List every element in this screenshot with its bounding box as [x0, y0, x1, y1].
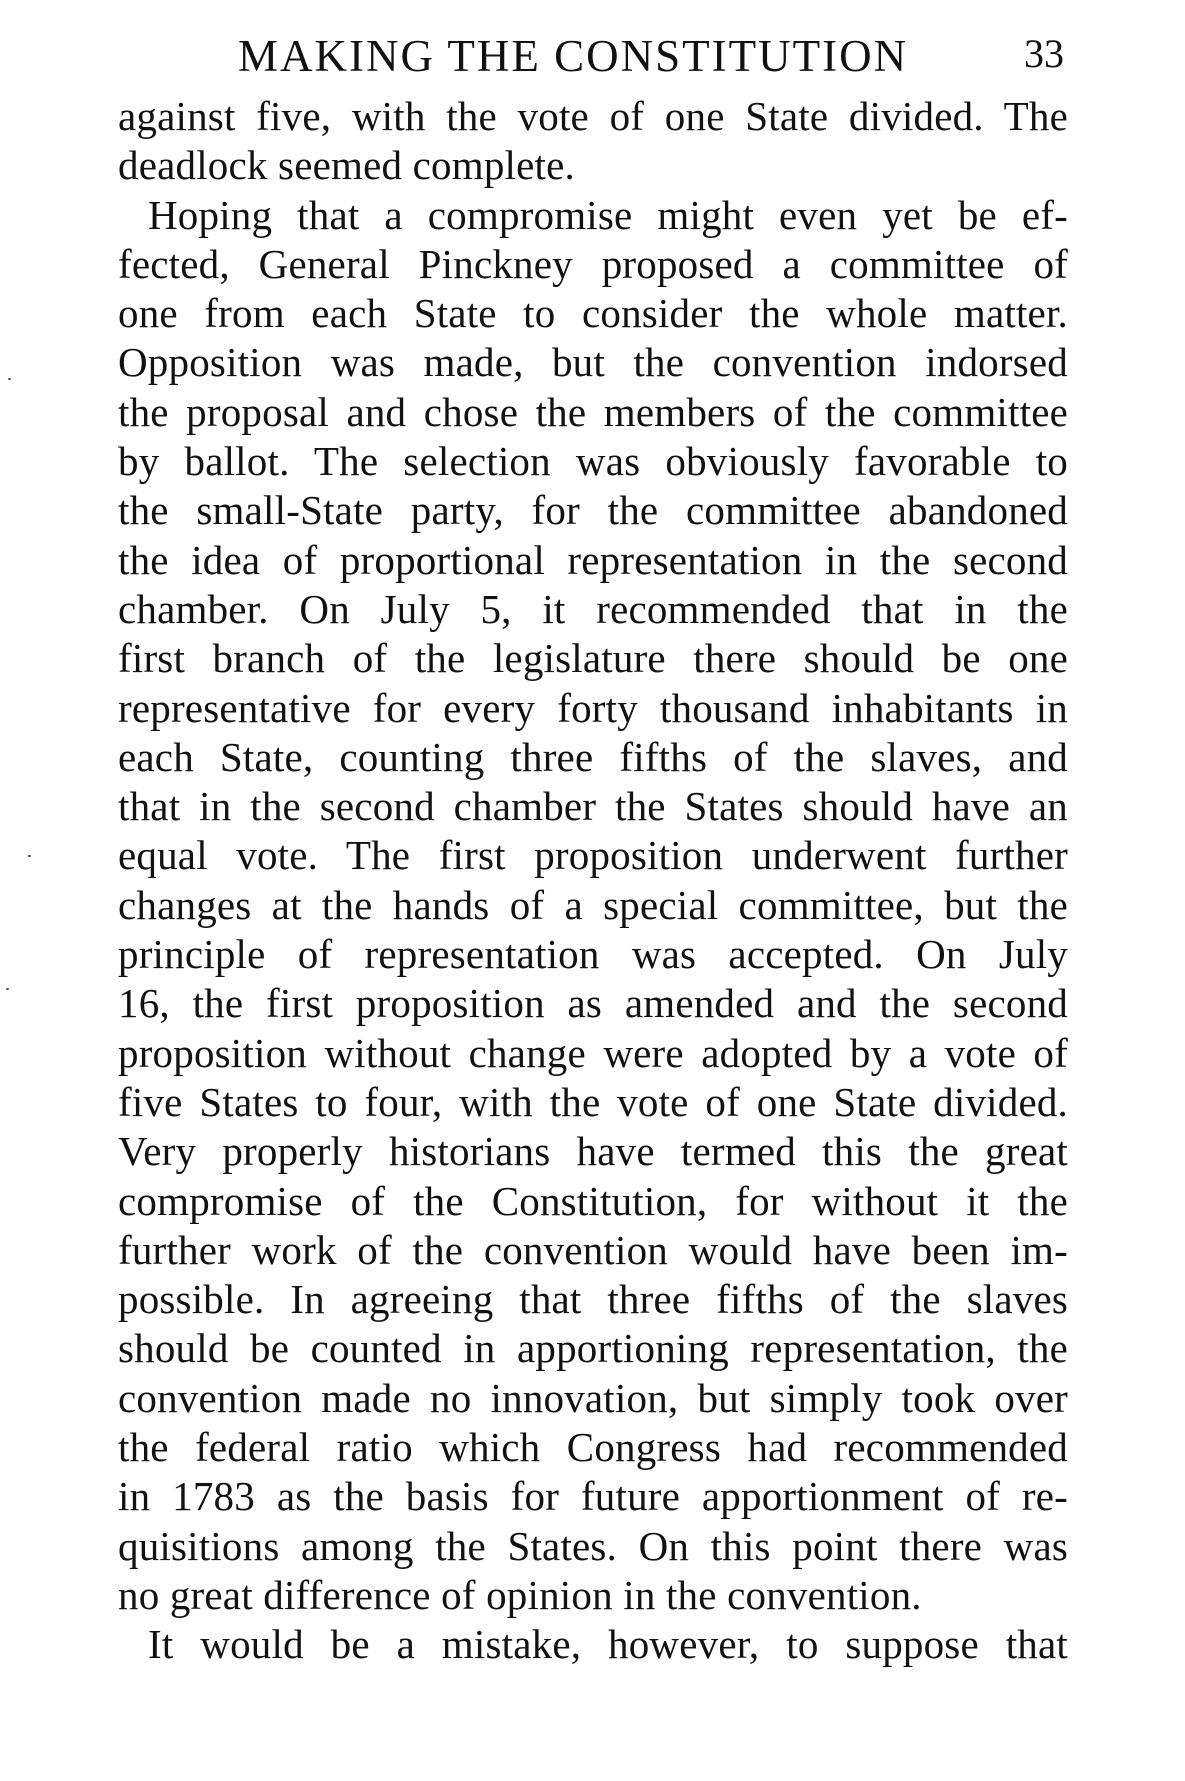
text-line: compromise of the Constitution, for without it the	[118, 1177, 1068, 1224]
text-line: that in the second chamber the States should have an	[118, 783, 1068, 830]
text-line: the federal ratio which Congress had recommended	[118, 1424, 1068, 1471]
text-line: the proposal and chose the members of the committee	[118, 388, 1068, 435]
text-line: proposition without change were adopted by a vote of	[118, 1029, 1068, 1076]
scan-speck	[28, 855, 31, 857]
text-line: first branch of the legislature there should be one	[118, 635, 1068, 682]
text-line: Very properly historians have termed this the great	[118, 1128, 1068, 1175]
text-line: changes at the hands of a special committee, but the	[118, 881, 1068, 928]
book-page	[118, 22, 1068, 1670]
text-line: by ballot. The selection was obviously favorable to	[118, 438, 1068, 485]
text-line: possible. In agreeing that three fifths of the slaves	[118, 1276, 1068, 1323]
scan-speck	[8, 378, 11, 380]
text-line: should be counted in apportioning representation, the	[118, 1325, 1068, 1372]
page-number: 33	[1024, 31, 1064, 76]
text-line: one from each State to consider the whole matter.	[118, 290, 1068, 337]
text-line: the idea of proportional representation in the second	[118, 536, 1068, 583]
text-line: each State, counting three fifths of the slaves, and	[118, 733, 1068, 780]
paragraph-start-line: Hoping that a compromise might even yet be ef-	[148, 191, 1068, 238]
text-line: further work of the convention would have been im-	[118, 1226, 1068, 1273]
running-head	[118, 22, 1068, 92]
body-text	[118, 92, 1068, 1670]
text-line: deadlock seemed complete.	[118, 142, 575, 189]
text-line: five States to four, with the vote of one State divided.	[118, 1078, 1068, 1125]
text-line: quisitions among the States. On this point there was	[118, 1522, 1068, 1569]
text-line: equal vote. The first proposition underwent further	[118, 832, 1068, 879]
text-line: principle of representation was accepted. On July	[118, 931, 1068, 978]
text-line: no great difference of opinion in the convention.	[118, 1571, 922, 1618]
text-line: 16, the first proposition as amended and the second	[118, 980, 1068, 1027]
text-line: representative for every forty thousand inhabitants in	[118, 684, 1068, 731]
text-line: fected, General Pinckney proposed a committee of	[118, 240, 1068, 287]
text-line: against five, with the vote of one State divided. The	[118, 93, 1068, 139]
text-line: in 1783 as the basis for future apportionment of re-	[118, 1473, 1068, 1520]
scan-speck	[6, 988, 9, 990]
running-title: MAKING THE CONSTITUTION	[238, 31, 909, 81]
text-line: chamber. On July 5, it recommended that in the	[118, 585, 1068, 632]
text-line: Opposition was made, but the convention indorsed	[118, 339, 1068, 386]
text-line: convention made no innovation, but simply took over	[118, 1374, 1068, 1421]
paragraph-start-line: It would be a mistake, however, to suppose that	[148, 1621, 1068, 1668]
text-line: the small-State party, for the committee abandoned	[118, 487, 1068, 534]
